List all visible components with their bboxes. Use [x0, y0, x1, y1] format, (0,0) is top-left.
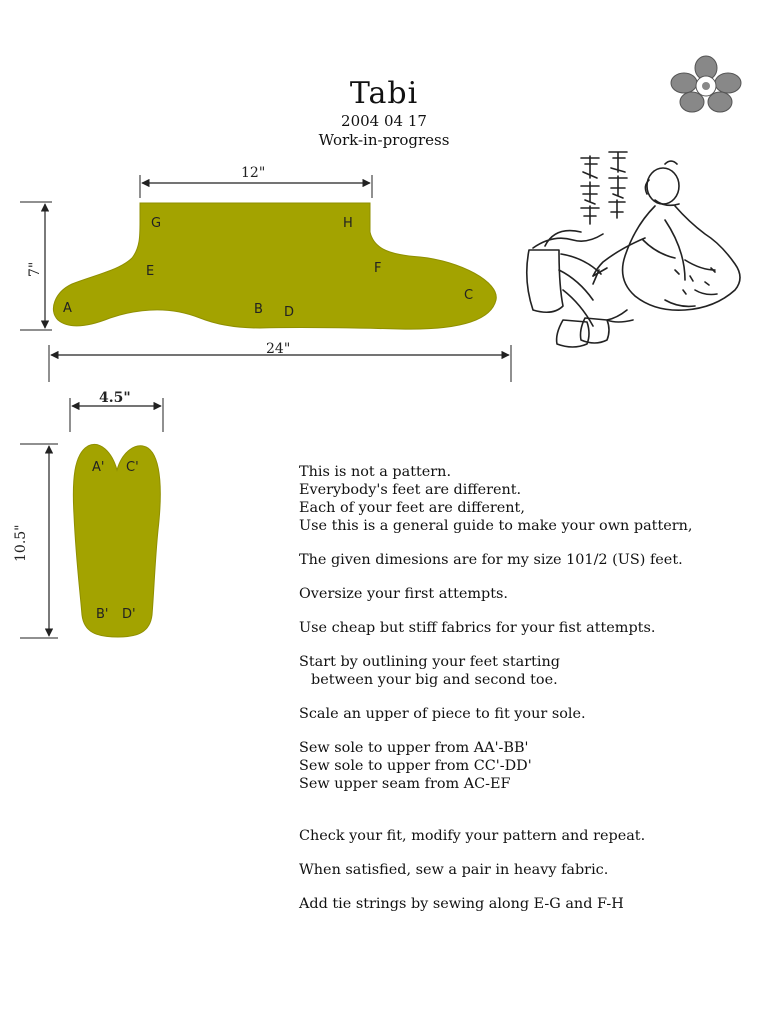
- sole-label-b: B': [96, 607, 109, 622]
- calligraphy-glyphs: [581, 152, 627, 224]
- sole-label-c: C': [126, 460, 139, 475]
- dim-sole-length: 10.5": [13, 524, 29, 562]
- note-line: Sew sole to upper from CC'-DD': [299, 758, 532, 774]
- note-line: Oversize your first attempts.: [299, 586, 508, 602]
- note-line: Everybody's feet are different.: [299, 482, 522, 498]
- sole-piece-shape: [73, 444, 160, 637]
- page-title: Tabi: [349, 76, 419, 111]
- note-line: Add tie strings by sewing along E-G and F-H: [299, 896, 624, 912]
- sole-label-a: A': [92, 460, 105, 475]
- dim-sole-width: 4.5": [99, 390, 131, 406]
- tabi-maker-illustration: [515, 150, 750, 360]
- point-label-f: F: [374, 261, 382, 276]
- status-text: Work-in-progress: [318, 131, 450, 149]
- dim-total-length: 24": [266, 341, 291, 357]
- note-line: Scale an upper of piece to fit your sole.: [299, 706, 586, 722]
- instructions-text: [299, 463, 749, 913]
- sole-label-d: D': [122, 607, 136, 622]
- point-label-b: B: [254, 302, 263, 317]
- note-line: The given dimesions are for my size 101/2 (US) feet.: [299, 552, 683, 568]
- dim-height: 7": [27, 261, 43, 277]
- date-text: 2004 04 17: [341, 112, 427, 130]
- point-label-d: D: [284, 305, 295, 320]
- note-line: Sew upper seam from AC-EF: [299, 776, 511, 792]
- point-label-g: G: [151, 216, 162, 231]
- note-line: Start by outlining your feet starting: [299, 654, 560, 670]
- note-line: between your big and second toe.: [311, 672, 558, 688]
- note-line: Use cheap but stiff fabrics for your fist attempts.: [299, 620, 656, 636]
- point-label-a: A: [63, 301, 72, 316]
- dim-top-width: 12": [241, 165, 266, 181]
- note-line: When satisfied, sew a pair in heavy fabric.: [299, 862, 609, 878]
- point-label-c: C: [464, 288, 474, 303]
- upper-piece-shape: [53, 203, 496, 329]
- point-label-e: E: [146, 264, 155, 279]
- note-line: Check your fit, modify your pattern and repeat.: [299, 828, 646, 844]
- note-line: Sew sole to upper from AA'-BB': [299, 740, 529, 756]
- note-line: Each of your feet are different,: [299, 500, 525, 516]
- point-label-h: H: [343, 216, 353, 231]
- note-line: This is not a pattern.: [299, 464, 452, 480]
- note-line: Use this is a general guide to make your own pattern,: [299, 518, 693, 534]
